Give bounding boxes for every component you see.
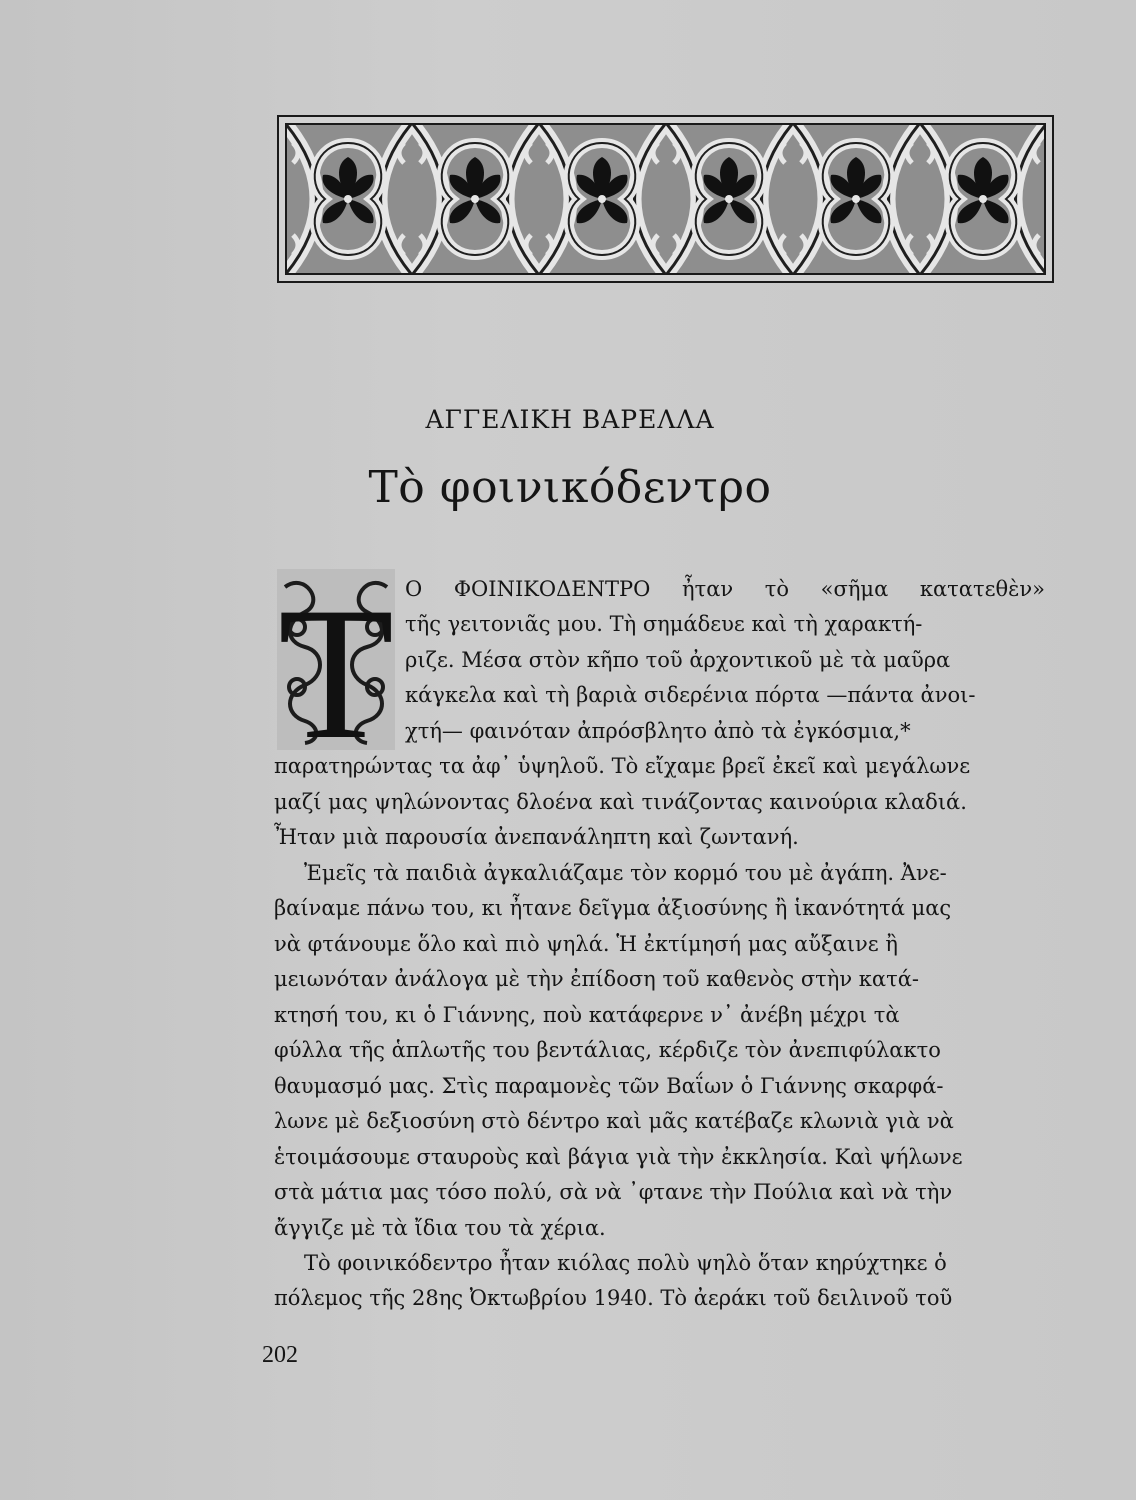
page-number: 202 — [262, 1342, 298, 1368]
text-line: μαζί μας ψηλώνοντας δλοένα καὶ τινάζοντας καινούρια κλαδιά. — [274, 790, 967, 814]
text-line: Ἐμεῖς τὰ παιδιὰ ἀγκαλιάζαμε τὸν κορμό του μὲ ἀγάπη. Ἀνε- — [304, 861, 947, 885]
text-line: παρατηρώντας τα ἀφ᾽ ὑψηλοῦ. Τὸ εἴχαμε βρεῖ ἐκεῖ καὶ μεγάλωνε — [274, 754, 971, 778]
text-line: στὰ μάτια μας τόσο πολύ, σὰ νὰ ᾽φτανε τὴν Πούλια καὶ νὰ τὴν — [274, 1180, 953, 1204]
text-line: λωνε μὲ δεξιοσύνη στὸ δέντρο καὶ μᾶς κατέβαζε κλωνιὰ γιὰ νὰ — [274, 1109, 954, 1133]
text-line: ριζε. Μέσα στὸν κῆπο τοῦ ἀρχοντικοῦ μὲ τὰ μαῦρα — [405, 648, 951, 672]
text-line: κτησή του, κι ὁ Γιάννης, ποὺ κατάφερνε ν᾽ ἀνέβη μέχρι τὰ — [274, 1003, 900, 1027]
story-title: Τὸ φοινικόδεντρο — [368, 462, 772, 513]
text-line: θαυμασμό μας. Στὶς παραμονὲς τῶν Βαΐων ὁ Γιάννης σκαρφά- — [274, 1074, 944, 1098]
author-name: ΑΓΓΕΛΙΚΗ ΒΑΡΕΛΛΑ — [425, 405, 715, 434]
text-line: τῆς γειτονιᾶς μου. Τὴ σημάδευε καὶ τὴ χαρακτή- — [405, 612, 923, 636]
drop-cap — [275, 567, 397, 752]
drop-cap-ornament — [275, 567, 397, 752]
text-line: χτή— φαινόταν ἀπρόσβλητο ἀπὸ τὰ ἐγκόσμια,* — [405, 719, 911, 743]
text-line: ἑτοιμάσουμε σταυροὺς καὶ βάγια γιὰ τὴν ἐκκλησία. Καὶ ψήλωνε — [274, 1145, 963, 1169]
text-line: κάγκελα καὶ τὴ βαριὰ σιδερένια πόρτα —πάντα ἀνοι- — [405, 683, 976, 707]
text-line: βαίναμε πάνω του, κι ἦτανε δεῖγμα ἀξιοσύνης ἢ ἱκανότητά μας — [274, 896, 952, 920]
text-line: Τὸ φοινικόδεντρο ἦταν κιόλας πολὺ ψηλὸ ὅταν κηρύχτηκε ὁ — [304, 1251, 947, 1275]
text-line: μειωνόταν ἀνάλογα μὲ τὴν ἐπίδοση τοῦ καθενὸς στὴν κατά- — [274, 967, 919, 991]
text-line: φύλλα τῆς ἁπλωτῆς του βεντάλιας, κέρδιζε τὸν ἀνεπιφύλακτο — [274, 1038, 941, 1062]
text-line: Ο ΦΟΙΝΙΚΟΔΕΝΤΡΟ ἦταν τὸ «σῆμα κατατεθὲν» — [405, 577, 1045, 601]
ornament-pattern — [285, 123, 1046, 275]
text-line: ἄγγιζε μὲ τὰ ἴδια του τὰ χέρια. — [274, 1216, 606, 1240]
ornamental-header-band — [277, 115, 1054, 283]
text-line: νὰ φτάνουμε ὅλο καὶ πιὸ ψηλά. Ἡ ἐκτίμησή μας αὔξαινε ἢ — [274, 932, 898, 956]
text-line: Ἦταν μιὰ παρουσία ἀνεπανάληπτη καὶ ζωντανή. — [274, 825, 799, 849]
text-line: πόλεμος τῆς 28ης Ὀκτωβρίου 1940. Τὸ ἀεράκι τοῦ δειλινοῦ τοῦ — [274, 1286, 953, 1310]
drop-cap-letter: Τ — [277, 569, 395, 752]
